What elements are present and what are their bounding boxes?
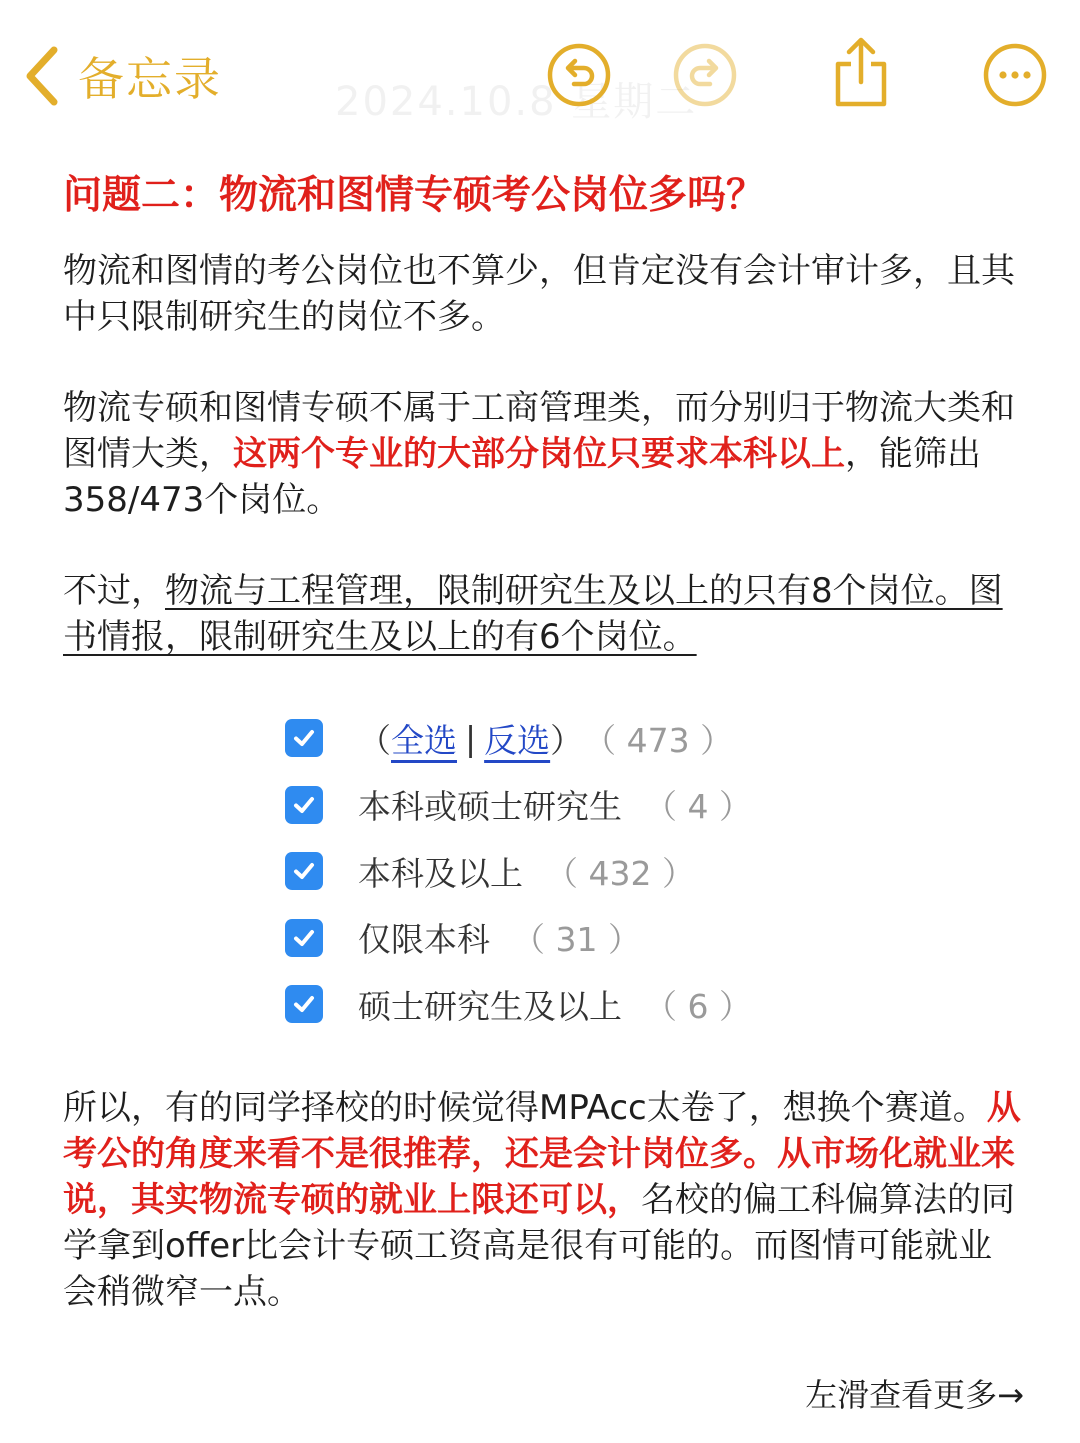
filter-header-row: [285, 705, 845, 772]
option-label: 本科及以上: [358, 853, 523, 893]
filter-option-row[interactable]: [285, 838, 845, 905]
option-count: （ 31 ）: [512, 920, 641, 960]
paragraph-2-text: 物流专硕和图情专硕不属于工商管理类，而分别归于物流大类和图情大类，: [63, 388, 1015, 474]
total-count: （ 473 ）: [583, 720, 734, 760]
close-paren: ）: [550, 720, 584, 760]
option-label-wrap: [358, 848, 695, 895]
paragraph-4-text: 所以，有的同学择校的时候觉得MPAcc太卷了，想换个赛道。: [63, 1088, 987, 1128]
undo-button[interactable]: [546, 42, 612, 108]
paragraph-4: [63, 1085, 1023, 1315]
chevron-left-icon: [20, 44, 64, 108]
option-label: 硕士研究生及以上: [358, 986, 622, 1026]
paragraph-3-underlined: 物流与工程管理，限制研究生及以上的只有8个岗位。图书情报，限制研究生及以上的有6个岗位。: [63, 571, 1003, 657]
paragraph-3-text: 不过，: [63, 571, 165, 611]
share-button[interactable]: [830, 36, 892, 110]
redo-icon: [672, 42, 738, 108]
degree-filter-list: [285, 705, 845, 1038]
filter-option-row[interactable]: [285, 772, 845, 839]
paragraph-2: [63, 385, 1023, 523]
option-count: （ 6 ）: [644, 986, 752, 1026]
option-label: 仅限本科: [358, 920, 490, 960]
paragraph-4-highlight: 从考公的角度来看不是很推荐，还是会计岗位多。从市场化就业来说，其实物流专硕的就业上限还可以，: [63, 1088, 1021, 1220]
select-all-link[interactable]: 全选: [391, 720, 457, 760]
paragraph-3: [63, 568, 1023, 660]
paragraph-2-highlight: 这两个专业的大部分岗位只要求本科以上: [233, 434, 845, 474]
option-label-wrap: [358, 914, 641, 961]
filter-option-row[interactable]: [285, 905, 845, 972]
paragraph-4-text-end: 名校的偏工科偏算法的同学拿到offer比会计专硕工资高是很有可能的。而图情可能就业会稍微窄一点。: [63, 1180, 1015, 1312]
checkmark-icon: [291, 991, 317, 1017]
undo-icon: [546, 42, 612, 108]
checkmark-icon: [291, 792, 317, 818]
back-label: 备忘录: [78, 52, 222, 106]
checkmark-icon: [291, 858, 317, 884]
link-separator: |: [465, 718, 477, 758]
option-label: 本科或硕士研究生: [358, 787, 622, 827]
paragraph-2-text-end: ，能筛出358/473个岗位。: [63, 434, 981, 520]
paragraph-1: 物流和图情的考公岗位也不算少，但肯定没有会计审计多，且其中只限制研究生的岗位不多。: [63, 251, 1015, 337]
option-count: （ 4 ）: [644, 787, 752, 827]
back-button[interactable]: [20, 40, 222, 112]
select-all-checkbox[interactable]: [285, 719, 323, 757]
invert-selection-link[interactable]: 反选: [484, 720, 551, 760]
open-paren: （: [358, 720, 391, 760]
share-icon: [830, 36, 892, 110]
filter-option-row[interactable]: [285, 971, 845, 1038]
redo-button[interactable]: [672, 42, 738, 108]
checkmark-icon: [291, 725, 317, 751]
filter-header-label: [358, 715, 733, 762]
option-checkbox[interactable]: [285, 786, 323, 824]
option-label-wrap: [358, 981, 752, 1028]
checkmark-icon: [291, 925, 317, 951]
more-button[interactable]: [982, 42, 1048, 108]
option-count: （ 432 ）: [545, 853, 695, 893]
note-heading: 问题二：物流和图情专硕考公岗位多吗？: [63, 173, 766, 218]
swipe-hint: 左滑查看更多→: [805, 1376, 1024, 1414]
option-label-wrap: [358, 781, 752, 828]
note-date-title: 2024.10.8 星期二: [335, 79, 698, 125]
navigation-bar: [0, 0, 1080, 150]
more-icon: [982, 42, 1048, 108]
option-checkbox[interactable]: [285, 985, 323, 1023]
option-checkbox[interactable]: [285, 852, 323, 890]
option-checkbox[interactable]: [285, 919, 323, 957]
